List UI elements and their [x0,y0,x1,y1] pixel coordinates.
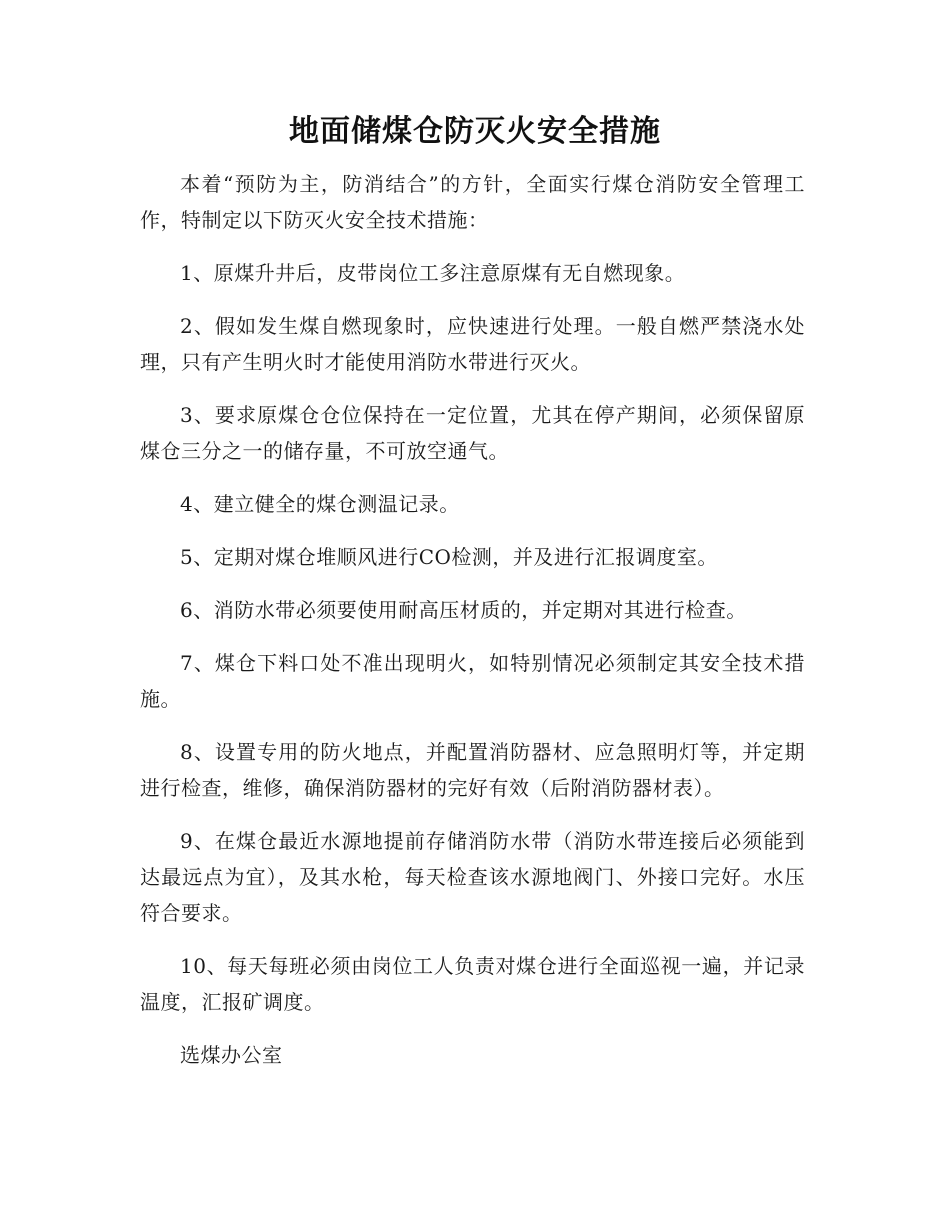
measure-item-10: 10、每天每班必须由岗位工人负责对煤仓进行全面巡视一遍，并记录温度，汇报矿调度。 [140,954,805,1014]
measure-item-7: 7、煤仓下料口处不准出现明火，如特别情况必须制定其安全技术措施。 [140,651,805,711]
measure-item-8: 8、设置专用的防火地点，并配置消防器材、应急照明灯等，并定期进行检查，维修，确保消防器材的完好有效（后附消防器材表）。 [140,740,805,800]
document-title: 地面储煤仓防灭火安全措施 [289,114,661,149]
measure-item-1: 1、原煤升井后，皮带岗位工多注意原煤有无自燃现象。 [180,261,686,285]
measure-item-5: 5、定期对煤仓堆顺风进行CO检测，并及进行汇报调度室。 [180,545,718,569]
measure-item-3: 3、要求原煤仓仓位保持在一定位置，尤其在停产期间，必须保留原煤仓三分之一的储存量，不可放空通气。 [140,403,805,463]
measure-item-6: 6、消防水带必须要使用耐高压材质的，并定期对其进行检查。 [180,598,747,622]
signature: 选煤办公室 [180,1043,283,1067]
measure-item-2: 2、假如发生煤自燃现象时，应快速进行处理。一般自燃严禁浇水处理，只有产生明火时才能使用消防水带进行灭火。 [140,314,805,374]
intro-paragraph: 本着“预防为主，防消结合”的方针，全面实行煤仓消防安全管理工作，特制定以下防灭火安全技术措施： [140,172,805,232]
measure-item-4: 4、建立健全的煤仓测温记录。 [180,492,460,516]
measure-item-9: 9、在煤仓最近水源地提前存储消防水带（消防水带连接后必须能到达最远点为宜），及其水枪，每天检查该水源地阀门、外接口完好。水压符合要求。 [140,829,805,925]
document-body [140,166,805,1073]
